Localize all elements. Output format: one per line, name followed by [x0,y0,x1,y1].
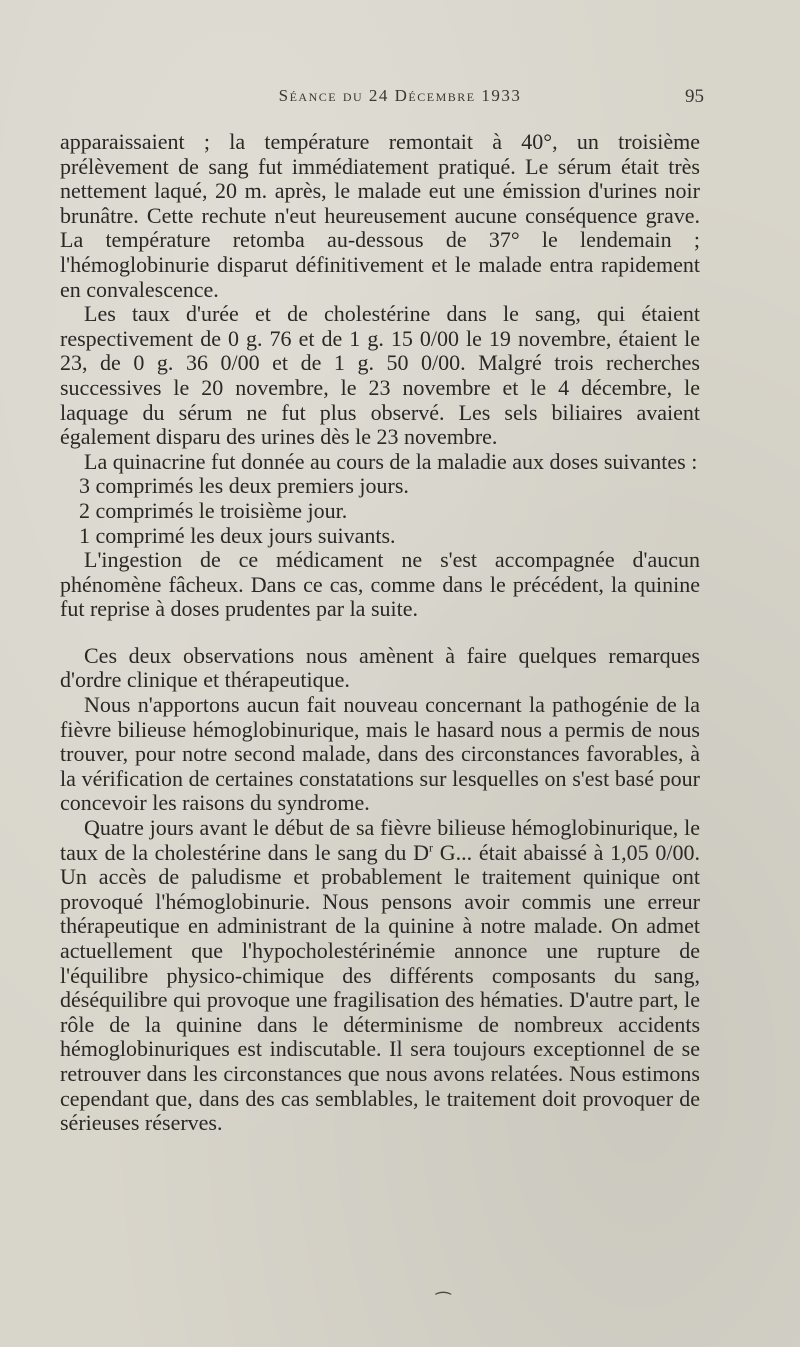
paragraph-ingestion: L'ingestion de ce médicament ne s'est accompagnée d'aucun phénomène fâcheux. Dans ce cas, comme dans le précédent, la quinine fut reprise à doses prudentes par la suite. [60,547,700,622]
paragraph-continuation: apparaissaient ; la température remontait à 40°, un troisième prélèvement de sang fut immédiatement pratiqué. Le sérum était très nettement laqué, 20 m. après, le malade eut une émission d'urines noir brunâtre. Cette rechute n'eut heureusement aucune conséquence grave. La température retomba au-dessous de 37° le lendemain ; l'hémoglobinurie disparut définitivement et le malade entra rapidement en convalescence. [60,129,700,302]
body-text [60,130,700,1136]
smudge-mark-icon: ⁀ [436,1292,451,1313]
running-header [0,86,800,112]
paragraph-text-end: G... était abaissé à 1,05 0/00. Un accès de paludisme et probablement le traitement quinique ont provoqué l'hémoglobinurie. Nous pensons avoir commis une erreur thérapeutique en administrant de la quinine à notre malade. On admet actuellement que l'hypocholestérinémie annonce une rupture de l'équilibre physico-chimique des différents composants du sang, déséquilibre qui provoque une fragilisation des hématies. D'autre part, le rôle de la quinine dans le déterminisme de nombreux accidents hémoglobinuriques est indiscutable. Il sera toujours exceptionnel de se retrouver dans les circonstances que nous avons relatées. Nous estimons cependant que, dans des cas semblables, le traitement doit provoquer de sérieuses réserves. [60,839,700,1136]
dose-list-item: 1 comprimé les deux jours suivants. [79,522,396,548]
section-gap [60,622,700,644]
paragraph-urea-cholesterol: Les taux d'urée et de cholestérine dans le sang, qui étaient respectivement de 0 g. 76 et de 1 g. 15 0/00 le 19 novembre, étaient le 23, de 0 g. 36 0/00 et de 1 g. 50 0/00. Malgré trois recherches successives le 20 novembre, le 23 novembre et le 4 décembre, le laquage du sérum ne fut plus observé. Les sels biliaires avaient également disparu des urines dès le 23 novembre. [60,301,700,450]
paragraph-text-start: Quatre jours avant le début de sa fièvre bilieuse hémoglobinurique, le taux de la cholestérine dans le sang du D [60,815,700,865]
paragraph-cholesterol-level [60,816,700,1136]
paragraph-quinacrine: La quinacrine fut donnée au cours de la maladie aux doses suivantes : [84,448,698,474]
doctor-superscript: r [429,840,433,855]
page-number: 95 [685,86,704,107]
paragraph-pathogenesis: Nous n'apportons aucun fait nouveau concernant la pathogénie de la fièvre bilieuse hémoglobinurique, mais le hasard nous a permis de nous trouver, pour notre second malade, dans des circonstances favorables, à la vérification de certaines constatations sur lesquelles on s'est basé pour concevoir les raisons du syndrome. [60,692,700,816]
paragraph-remarks: Ces deux observations nous amènent à faire quelques remarques d'ordre clinique et thérapeutique. [60,642,700,693]
dose-list-item: 3 comprimés les deux premiers jours. [79,473,409,499]
running-title: Séance du 24 Décembre 1933 [278,86,522,105]
dose-list-item: 2 comprimés le troisième jour. [79,497,348,523]
